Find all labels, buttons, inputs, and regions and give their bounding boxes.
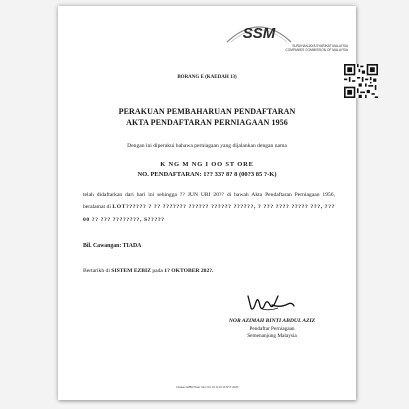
issued-mid: pada xyxy=(152,268,163,274)
ssm-logo xyxy=(225,16,293,46)
business-address: LOT?????? ? ?? ??????? ?????? ?????? ??????, ? ??? ???? ????? ???, ???00 ?? ??? ????????, S????? xyxy=(83,204,335,223)
signatory-name: NOR AZIMAH BINTI ABDUL AZIZ xyxy=(228,318,316,324)
certificate-title-line1: PERAKUAN PEMBAHARUAN PENDAFTARAN xyxy=(118,107,296,116)
branch-count: Bil. Cawangan: TIADA xyxy=(83,243,142,249)
registration-number: NO. PENDAFTARAN: 1?? 33? 8? 8 (00?3 85 ?-K) xyxy=(137,171,277,178)
qr-code-icon xyxy=(344,64,378,98)
registration-paragraph xyxy=(83,189,335,226)
signatory-region: Semenanjung Malaysia xyxy=(247,333,297,339)
print-footer: Cetakan EZBIZ Date: Mon Oct 19 11:16:13 MYT 2020 xyxy=(175,386,239,389)
certificate-title-line2: AKTA PENDAFTARAN PERNIAGAAN 1956 xyxy=(126,118,288,127)
issued-system: SISTEM EZBIZ xyxy=(111,268,151,274)
signatory-role: Pendaftar Perniagaan xyxy=(249,326,295,332)
issued-line xyxy=(83,268,213,274)
registration-paragraph-text: telah didaftarkan dari hari ini sehingga ?? JUN URI 20?? di bawah Akta Pendaftaran Perniagaan 1956, beralamat di xyxy=(83,192,335,211)
business-name: K NG M NG I OO ST ORE xyxy=(160,161,254,168)
logo-subtitle xyxy=(188,44,348,52)
form-label: BORANG E (KAEDAH 13) xyxy=(177,75,237,80)
certificate-page xyxy=(58,6,356,400)
logo-subtitle-1: SURUHANJAYA SYARIKAT MALAYSIA xyxy=(292,44,348,48)
issued-prefix: Bertarikh di xyxy=(83,268,110,274)
logo-text: SSM xyxy=(242,25,276,42)
intro-text: Dengan ini diperakui bahawa perniagaan yang dijalankan dengan nama xyxy=(127,143,287,149)
handwritten-signature xyxy=(244,292,296,314)
logo-subtitle-2: COMPANIES COMMISSION OF MALAYSIA xyxy=(285,48,348,52)
issued-date: 1? OKTOBER 202?. xyxy=(164,268,214,274)
